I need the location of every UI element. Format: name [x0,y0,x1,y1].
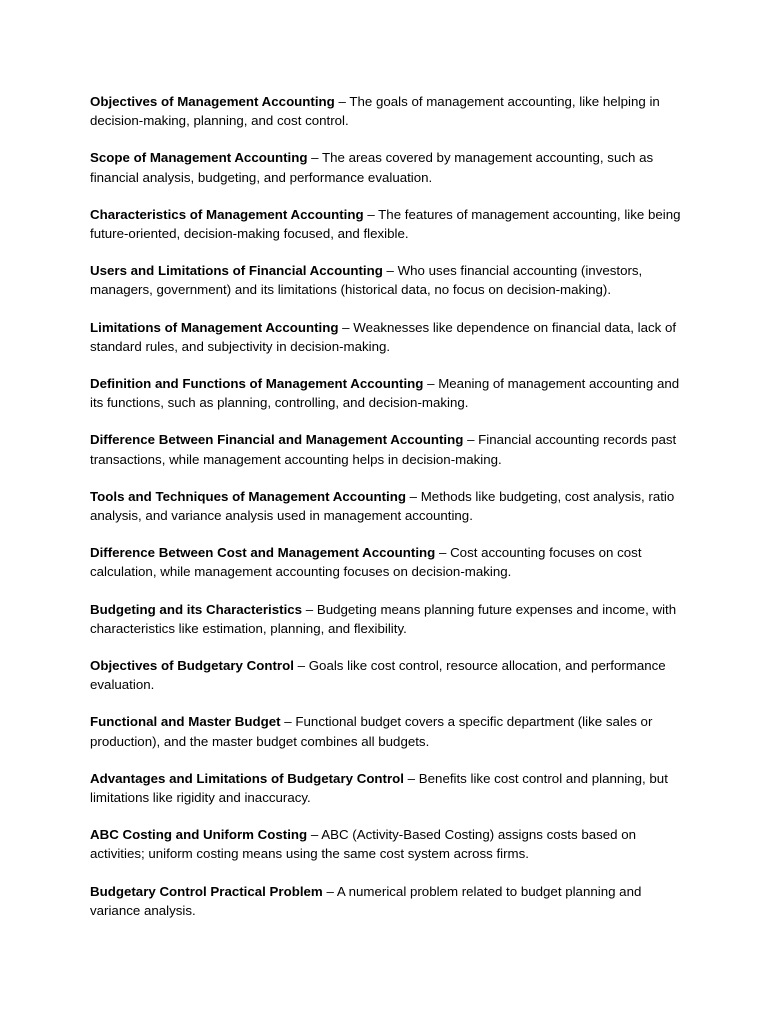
topic-separator: – [463,432,479,448]
topic-entry [90,205,682,243]
topic-entry [90,769,682,807]
topic-separator: – [280,714,296,730]
topic-term: Scope of Management Accounting [90,150,308,166]
topic-description: The features of management accounting, like being future-oriented, decision-making focused, and flexible. [90,206,681,242]
topic-entry [90,92,682,130]
topic-entry [90,487,682,525]
topic-entry [90,882,682,920]
topic-entry [90,543,682,581]
topic-term: Difference Between Financial and Management Accounting [90,432,464,448]
topic-description: Goals like cost control, resource allocation, and performance evaluation. [90,658,666,693]
topic-separator: – [435,545,451,561]
topic-entry [90,600,682,638]
topic-separator: – [403,770,419,786]
topic-term: Budgetary Control Practical Problem [90,883,323,899]
topic-separator: – [307,150,322,166]
topic-entry [90,374,682,412]
topic-separator: – [334,94,350,109]
topic-separator: – [405,488,421,504]
topic-term: Objectives of Budgetary Control [90,658,294,674]
topic-separator: – [423,376,439,392]
topic-entry [90,656,682,694]
topic-description: Budgeting means planning future expenses and income, with characteristics like estimation, planning, and flexibility. [90,601,677,636]
document-body [90,92,682,938]
topic-term: Difference Between Cost and Management Accounting [90,545,436,561]
topic-description: Functional budget covers a specific department (like sales or production), and the master budget combines all budgets. [90,714,653,749]
topic-description: Financial accounting records past transactions, while management accounting helps in decision-making. [90,432,677,467]
topic-separator: – [382,263,398,279]
topic-entry [90,712,682,750]
topic-term: Advantages and Limitations of Budgetary Control [90,770,404,786]
topic-entry [90,430,682,468]
topic-term: Limitations of Management Accounting [90,319,339,335]
topic-description: The goals of management accounting, like helping in decision-making, planning, and cost control. [90,94,660,129]
topic-separator: – [307,827,322,843]
topic-separator: – [322,883,337,899]
topic-separator: – [338,319,354,335]
topic-description: Who uses financial accounting (investors, managers, government) and its limitations (historical data, no focus on decision-making). [90,263,643,298]
topic-entry [90,261,682,299]
topic-term: Characteristics of Management Accounting [90,206,364,222]
topic-description: The areas covered by management accounting, such as financial analysis, budgeting, and performance evaluation. [90,150,654,185]
topic-description: A numerical problem related to budget planning and variance analysis. [90,883,642,918]
topic-term: Definition and Functions of Management Accounting [90,376,424,392]
topic-term: Functional and Master Budget [90,714,281,730]
topic-separator: – [363,206,379,222]
topic-term: Tools and Techniques of Management Accounting [90,488,406,504]
topic-entry [90,148,682,186]
topic-description: Weaknesses like dependence on financial data, lack of standard rules, and subjectivity in decision-making. [90,319,677,354]
topic-description: Meaning of management accounting and its functions, such as planning, controlling, and decision-making. [90,376,680,411]
topic-term: Budgeting and its Characteristics [90,601,303,617]
topic-separator: – [293,658,309,674]
topic-description: Methods like budgeting, cost analysis, ratio analysis, and variance analysis used in management accounting. [90,488,675,524]
topic-entry [90,318,682,356]
topic-description: Cost accounting focuses on cost calculation, while management accounting focuses on decision-making. [90,545,642,580]
topic-term: Users and Limitations of Financial Accounting [90,263,383,279]
topic-term: Objectives of Management Accounting [90,94,335,109]
topic-entry [90,825,682,863]
topic-description: Benefits like cost control and planning, but limitations like rigidity and inaccuracy. [90,770,668,806]
topic-description: ABC (Activity-Based Costing) assigns costs based on activities; uniform costing means using the same cost system across firms. [90,827,637,862]
topic-separator: – [302,601,317,617]
topic-term: ABC Costing and Uniform Costing [90,827,308,843]
